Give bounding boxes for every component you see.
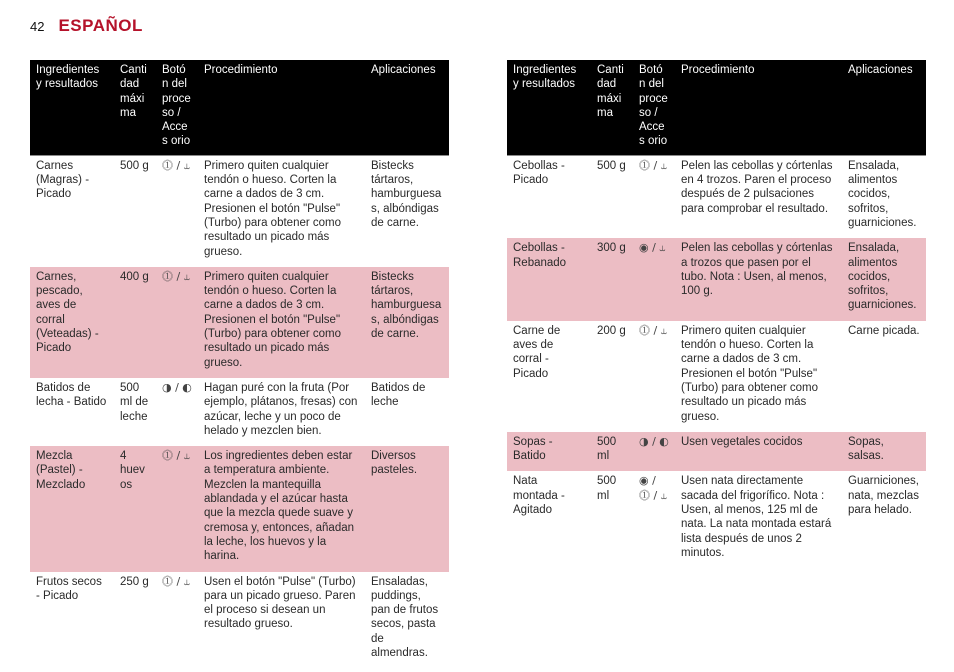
button-icon-cell: ⓵ / ⥿ (156, 155, 198, 267)
procedure-cell: Primero quiten cualquier tendón o hueso. Corten la carne a dados de 3 cm. Presionen el botón "Pulse" (Turbo) para obtener como resultado un picado más grueso. (198, 155, 365, 267)
quantity-cell: 4 huevos (114, 446, 156, 571)
quantity-cell: 200 g (591, 321, 633, 432)
col-header-procedure: Procedimiento (675, 60, 842, 155)
page-number: 42 (30, 19, 45, 34)
button-icon-cell: ⓵ / ⥿ (156, 267, 198, 378)
applications-cell: Diversos pasteles. (365, 446, 449, 571)
ingredient-cell: Cebollas - Rebanado (507, 238, 591, 320)
procedure-cell: Los ingredientes deben estar a temperatura ambiente. Mezclen la mantequilla ablandada y el azúcar hasta que la mezcla quede suave y cremosa y, entonces, añadan la leche, los huevos y la harina. (198, 446, 365, 571)
col-header-applications: Aplicaciones (842, 60, 926, 155)
table-header-row (507, 60, 926, 155)
applications-cell: Ensalada, alimentos cocidos, sofritos, guarniciones. (842, 238, 926, 320)
applications-cell: Guarniciones, nata, mezclas para helado. (842, 471, 926, 568)
table-row (30, 267, 449, 378)
applications-cell: Batidos de leche (365, 378, 449, 446)
quantity-cell: 500 g (591, 155, 633, 238)
table-row (30, 572, 449, 669)
table-row (30, 446, 449, 571)
table-header-row (30, 60, 449, 155)
procedure-cell: Primero quiten cualquier tendón o hueso. Corten la carne a dados de 3 cm. Presionen el botón "Pulse" (Turbo) para obtener como resultado un picado más grueso. (675, 321, 842, 432)
button-icon-cell: ⓵ / ⥿ (156, 572, 198, 669)
col-header-ingredients: Ingredientes y resultados (30, 60, 114, 155)
button-icon-cell: ⓵ / ⥿ (633, 155, 675, 238)
applications-cell: Carne picada. (842, 321, 926, 432)
quantity-cell: 400 g (114, 267, 156, 378)
button-icon-cell: ⓵ / ⥿ (156, 446, 198, 571)
procedure-cell: Pelen las cebollas y córtenlas en 4 trozos. Paren el proceso después de 2 pulsaciones para comprobar el resultado. (675, 155, 842, 238)
ingredient-cell: Carne de aves de corral - Picado (507, 321, 591, 432)
ingredient-cell: Batidos de lecha - Batido (30, 378, 114, 446)
language-title: ESPAÑOL (58, 16, 143, 35)
procedure-cell: Primero quiten cualquier tendón o hueso. Corten la carne a dados de 3 cm. Presionen el botón "Pulse" (Turbo) para obtener como resultado un picado más grueso. (198, 267, 365, 378)
button-icon-cell: ◑ / ◐ (156, 378, 198, 446)
ingredient-cell: Cebollas - Picado (507, 155, 591, 238)
recipe-table-right (507, 60, 926, 568)
table-row (507, 238, 926, 320)
procedure-cell: Usen vegetales cocidos (675, 432, 842, 472)
ingredient-cell: Mezcla (Pastel) - Mezclado (30, 446, 114, 571)
ingredient-cell: Sopas - Batido (507, 432, 591, 472)
procedure-cell: Hagan puré con la fruta (Por ejemplo, plátanos, fresas) con azúcar, leche y un poco de helado y mezclen bien. (198, 378, 365, 446)
button-icon-cell: ◉ / ⓵ / ⥿ (633, 471, 675, 568)
page-header (30, 16, 143, 36)
quantity-cell: 500 g (114, 155, 156, 267)
procedure-cell: Usen nata directamente sacada del frigorífico. Nota : Usen, al menos, 125 ml de nata. La nata montada estará lista después de unos 2 minutos. (675, 471, 842, 568)
ingredient-cell: Nata montada - Agitado (507, 471, 591, 568)
table-row (30, 155, 449, 267)
quantity-cell: 250 g (114, 572, 156, 669)
quantity-cell: 500 ml de leche (114, 378, 156, 446)
ingredient-cell: Carnes (Magras) - Picado (30, 155, 114, 267)
applications-cell: Ensalada, alimentos cocidos, sofritos, guarniciones. (842, 155, 926, 238)
ingredient-cell: Frutos secos - Picado (30, 572, 114, 669)
procedure-cell: Usen el botón "Pulse" (Turbo) para un picado grueso. Paren el proceso si desean un resultado grueso. (198, 572, 365, 669)
ingredient-cell: Carnes, pescado, aves de corral (Veteadas) - Picado (30, 267, 114, 378)
col-header-button: Botón del proce so / Acces orio (633, 60, 675, 155)
recipe-table-left (30, 60, 449, 668)
table-row (507, 155, 926, 238)
quantity-cell: 500 ml (591, 432, 633, 472)
col-header-procedure: Procedimiento (198, 60, 365, 155)
applications-cell: Ensaladas, puddings, pan de frutos secos, pasta de almendras. (365, 572, 449, 669)
applications-cell: Bistecks tártaros, hamburguesas, albóndigas de carne. (365, 267, 449, 378)
col-header-button: Botón del proce so / Acces orio (156, 60, 198, 155)
col-header-quantity: Canti dad máxi ma (114, 60, 156, 155)
col-header-applications: Aplicaciones (365, 60, 449, 155)
quantity-cell: 500 ml (591, 471, 633, 568)
col-header-ingredients: Ingredientes y resultados (507, 60, 591, 155)
button-icon-cell: ◉ / ⥿ (633, 238, 675, 320)
table-row (507, 432, 926, 472)
table-row (507, 471, 926, 568)
button-icon-cell: ⓵ / ⥿ (633, 321, 675, 432)
applications-cell: Sopas, salsas. (842, 432, 926, 472)
procedure-cell: Pelen las cebollas y córtenlas a trozos que pasen por el tubo. Nota : Usen, al menos, 100 g. (675, 238, 842, 320)
button-icon-cell: ◑ / ◐ (633, 432, 675, 472)
table-row (30, 378, 449, 446)
col-header-quantity: Canti dad máxi ma (591, 60, 633, 155)
applications-cell: Bistecks tártaros, hamburguesas, albóndigas de carne. (365, 155, 449, 267)
quantity-cell: 300 g (591, 238, 633, 320)
table-row (507, 321, 926, 432)
